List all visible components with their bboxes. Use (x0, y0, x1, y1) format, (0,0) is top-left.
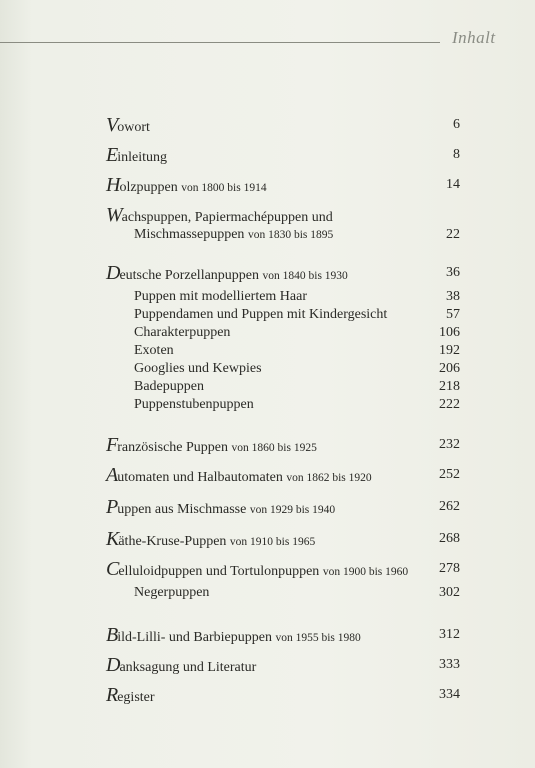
entry-period: von 1929 bis 1940 (249, 504, 336, 516)
toc-entry-continuation (134, 226, 460, 244)
entry-title: utomaten und Halbautomaten (117, 470, 283, 485)
toc-entry (106, 176, 460, 197)
entry-page: 222 (439, 397, 460, 412)
toc-entry (106, 498, 460, 519)
toc-subentry (134, 396, 460, 414)
entry-period: von 1862 bis 1920 (286, 472, 372, 484)
entry-period: von 1860 bis 1925 (231, 442, 317, 454)
entry-page: 106 (439, 325, 460, 340)
entry-title: achspuppen, Papiermachépuppen und (121, 210, 333, 225)
toc-entry (106, 146, 460, 167)
entry-page: 268 (439, 531, 460, 546)
entry-initial: B (106, 624, 118, 646)
entry-title: owort (117, 120, 150, 135)
toc-entry (106, 626, 460, 647)
entry-period: von 1900 bis 1960 (322, 566, 409, 578)
toc-entry (106, 530, 460, 551)
entry-title: Exoten (134, 343, 174, 358)
entry-period: von 1840 bis 1930 (262, 270, 348, 282)
entry-page: 57 (446, 307, 460, 322)
entry-page: 302 (439, 585, 460, 600)
entry-period: von 1800 bis 1914 (181, 182, 267, 194)
entry-title: eutsche Porzellanpuppen (119, 268, 260, 283)
entry-page: 232 (439, 437, 460, 452)
entry-title: äthe-Kruse-Puppen (118, 534, 227, 549)
entry-title: Mischmassepuppen (134, 227, 245, 242)
entry-page: 14 (446, 177, 460, 192)
entry-initial: K (106, 528, 119, 550)
entry-page: 192 (439, 343, 460, 358)
entry-page: 218 (439, 379, 460, 394)
entry-page: 38 (446, 289, 460, 304)
entry-title: Negerpuppen (134, 585, 210, 600)
entry-page: 206 (439, 361, 460, 376)
entry-title: Googlies und Kewpies (134, 361, 262, 376)
entry-title: uppen aus Mischmasse (117, 502, 247, 517)
toc-entry (106, 264, 460, 285)
entry-title: Charakterpuppen (134, 325, 231, 340)
entry-title: egister (117, 690, 155, 705)
entry-initial: E (106, 144, 118, 166)
header-rule (0, 42, 440, 43)
entry-page: 252 (439, 467, 460, 482)
entry-initial: A (106, 464, 118, 486)
entry-page: 36 (446, 265, 460, 280)
entry-page: 334 (439, 687, 460, 702)
toc-subentry (134, 378, 460, 396)
entry-title: Puppendamen und Puppen mit Kindergesicht (134, 307, 388, 322)
entry-title: olzpuppen (119, 180, 178, 195)
page-title: Inhalt (452, 28, 496, 47)
toc-entry (106, 560, 460, 581)
entry-title: Puppenstubenpuppen (134, 397, 254, 412)
toc-entry (106, 436, 460, 457)
entry-initial: F (106, 434, 118, 456)
entry-initial: W (106, 204, 122, 226)
entry-page: 22 (446, 227, 460, 242)
toc-subentry (134, 342, 460, 360)
entry-initial: R (106, 684, 118, 706)
entry-period: von 1830 bis 1895 (247, 229, 334, 241)
entry-initial: P (106, 496, 118, 518)
entry-period: von 1955 bis 1980 (275, 632, 361, 644)
toc-subentry (134, 288, 460, 306)
toc-entry (106, 116, 460, 137)
toc-entry (106, 656, 460, 677)
entry-page: 6 (453, 117, 460, 132)
toc-entry (106, 206, 460, 227)
entry-page: 312 (439, 627, 460, 642)
entry-initial: D (106, 654, 120, 676)
toc-entry (106, 466, 460, 487)
entry-initial: C (106, 558, 119, 580)
entry-title: ranzösische Puppen (117, 440, 229, 455)
entry-page: 333 (439, 657, 460, 672)
entry-page: 8 (453, 147, 460, 162)
entry-title: Badepuppen (134, 379, 204, 394)
entry-title: anksagung und Literatur (119, 660, 257, 675)
entry-title: inleitung (117, 150, 167, 165)
toc-subentry (134, 360, 460, 378)
entry-title: elluloidpuppen und Tortulonpuppen (118, 564, 320, 579)
entry-title: ild-Lilli- und Barbiepuppen (117, 630, 272, 645)
toc-subentry (134, 306, 460, 324)
entry-initial: D (106, 262, 120, 284)
entry-page: 262 (439, 499, 460, 514)
toc-subentry (134, 584, 460, 602)
entry-page: 278 (439, 561, 460, 576)
entry-period: von 1910 bis 1965 (229, 536, 316, 548)
entry-title: Puppen mit modelliertem Haar (134, 289, 308, 304)
entry-initial: V (106, 114, 118, 136)
entry-initial: H (106, 174, 120, 196)
toc-subentry (134, 324, 460, 342)
toc-entry (106, 686, 460, 707)
